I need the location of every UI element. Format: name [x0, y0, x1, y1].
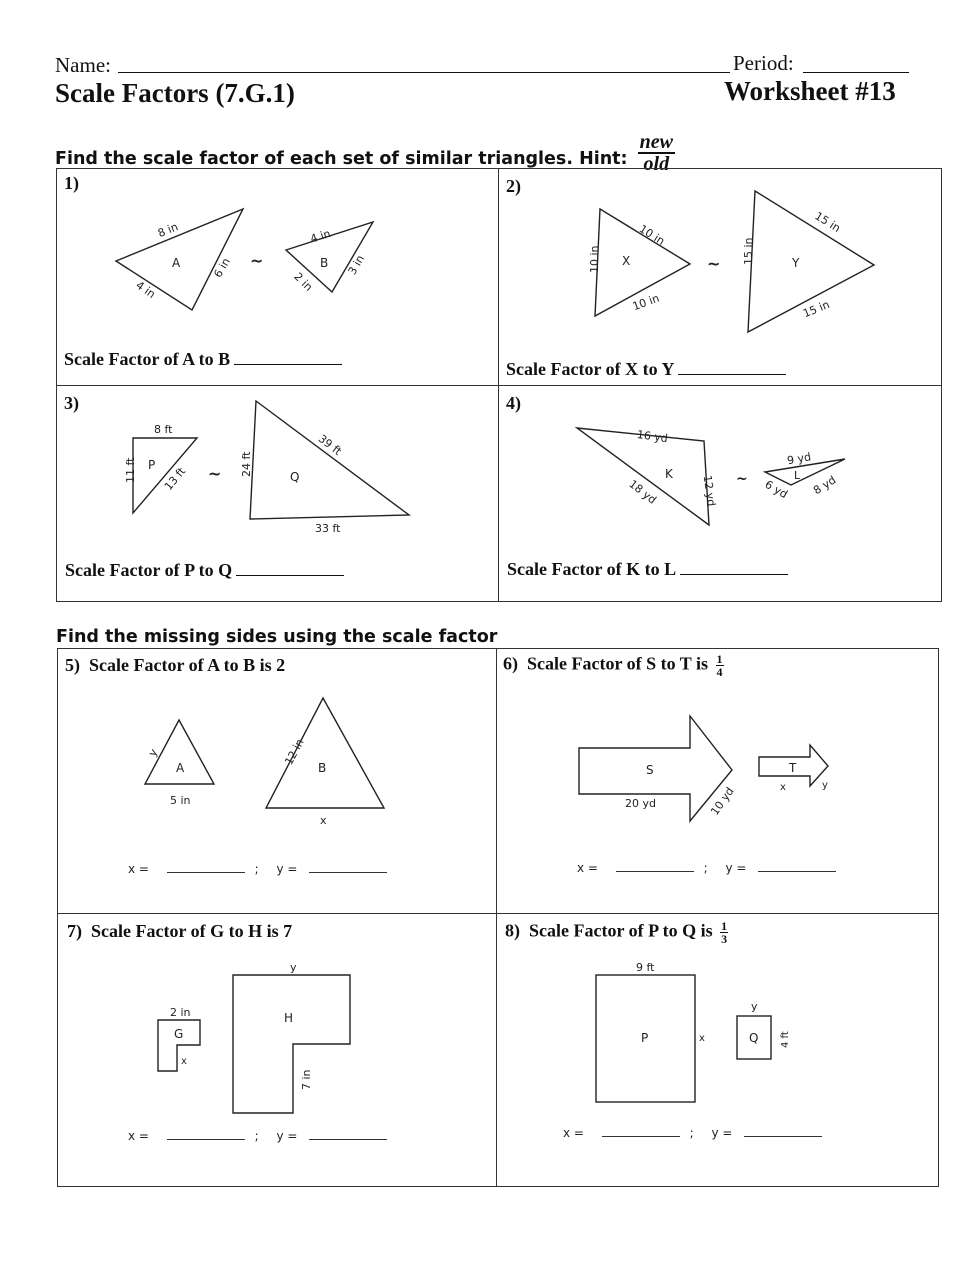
fig4-label-9yd: 9 yd — [786, 450, 812, 468]
problem-3-answer — [65, 560, 344, 581]
fig2-label-y: Y — [792, 256, 800, 270]
fig2-label-10in-b: 10 in — [588, 245, 601, 273]
fig8-label-p: P — [641, 1031, 649, 1045]
fig7-label-g: G — [174, 1027, 184, 1041]
fig5-label-12in: 12 in — [282, 736, 307, 768]
fig4-label-18yd: 18 yd — [626, 477, 659, 507]
fig5-label-5in: 5 in — [170, 794, 191, 807]
worksheet-number: Worksheet #13 — [724, 76, 896, 106]
fig1-similar: ~ — [250, 251, 264, 270]
fig1-label-b: B — [320, 256, 329, 270]
fig6-label-y: y — [822, 780, 828, 791]
problem-1-figure — [100, 200, 390, 320]
triangle-5b — [266, 698, 384, 808]
fig2-label-15in-b: 15 in — [742, 237, 755, 265]
problem-6-number: 6) — [503, 653, 518, 674]
problem-8-y-label: y = — [711, 1126, 733, 1140]
fig7-label-h: H — [284, 1011, 294, 1025]
fig2-label-15in-c: 15 in — [801, 297, 832, 321]
triangle-p — [133, 438, 197, 513]
fig2-similar: ~ — [707, 254, 721, 273]
problem-7-heading — [67, 921, 292, 942]
fig7-label-2in: 2 in — [170, 1006, 191, 1019]
problem-5-y-label: y = — [276, 862, 298, 876]
fig4-label-8yd: 8 yd — [811, 473, 839, 498]
problem-5-figure — [130, 690, 400, 830]
fig3-label-p: P — [148, 458, 156, 472]
fig6-label-10yd: 10 yd — [708, 784, 737, 818]
problem-6-figure — [570, 708, 840, 833]
problem-7-fill — [128, 1129, 387, 1143]
fig3-label-11ft: 11 ft — [124, 457, 137, 483]
problem-4-blank[interactable] — [680, 560, 788, 575]
fig1-label-a: A — [172, 256, 181, 270]
problem-6-y-blank[interactable] — [758, 861, 836, 872]
problem-5-x-blank[interactable] — [167, 862, 245, 873]
fig7-label-y: y — [290, 961, 297, 974]
problem-6-fraction — [716, 653, 724, 678]
problem-2-blank[interactable] — [678, 360, 786, 375]
fig1-label-8in: 8 in — [156, 220, 180, 240]
problem-1-answer-label: Scale Factor of A to B — [64, 349, 231, 369]
problem-7-sep: ; — [254, 1129, 259, 1143]
problem-5-number: 5) — [65, 655, 80, 675]
fig4-label-k: K — [665, 467, 673, 481]
problem-8-fill — [563, 1126, 822, 1140]
hint-denominator: old — [643, 153, 670, 175]
fig6-label-s: S — [646, 763, 654, 777]
problem-8-y-blank[interactable] — [744, 1126, 822, 1137]
fig4-label-12yd: 12 yd — [700, 474, 718, 508]
grid2-horizontal-divider — [57, 913, 939, 914]
problem-8-frac-num: 1 — [721, 919, 728, 933]
fig6-label-t: T — [789, 761, 797, 775]
problem-1-answer — [64, 349, 342, 370]
problem-4-figure — [565, 415, 865, 535]
problem-8-x-blank[interactable] — [602, 1126, 680, 1137]
problem-8-number: 8) — [505, 920, 520, 941]
problem-8-figure — [580, 958, 800, 1108]
fig1-label-4in-b: 4 in — [308, 227, 333, 246]
triangle-q — [250, 401, 409, 519]
fig5-label-a: A — [176, 761, 185, 775]
fig8-label-x: x — [699, 1033, 705, 1044]
problem-6-sep: ; — [703, 861, 708, 875]
fig7-label-7in: 7 in — [300, 1069, 313, 1090]
problem-8-fraction — [720, 920, 728, 945]
fig8-label-y: y — [751, 1000, 758, 1013]
fig3-label-q: Q — [290, 470, 300, 484]
fig4-label-l: L — [794, 469, 801, 482]
fig4-label-6yd: 6 yd — [762, 477, 790, 502]
shape-h — [233, 975, 350, 1113]
problem-3-blank[interactable] — [236, 561, 344, 576]
fig3-similar: ~ — [208, 464, 222, 483]
fig6-label-x: x — [780, 782, 786, 793]
section2-instruction: Find the missing sides using the scale factor — [56, 627, 498, 647]
fig2-label-x: X — [622, 254, 631, 268]
problem-5-fill — [128, 862, 387, 876]
period-line[interactable] — [803, 72, 909, 73]
problem-7-number: 7) — [67, 921, 82, 941]
fig2-label-15in-a: 15 in — [812, 209, 843, 235]
name-line[interactable] — [118, 72, 730, 73]
problem-8-frac-den: 3 — [721, 932, 728, 946]
fig3-label-39ft: 39 ft — [315, 432, 344, 459]
problem-6-frac-den: 4 — [716, 665, 723, 679]
problem-6-text: Scale Factor of S to T is — [527, 653, 708, 674]
fig7-label-x: x — [181, 1056, 187, 1067]
problem-6-x-blank[interactable] — [616, 861, 694, 872]
fig1-label-3in: 3 in — [345, 252, 368, 278]
fig4-similar: ~ — [736, 471, 748, 487]
fig2-label-10in-a: 10 in — [636, 222, 667, 248]
problem-7-text: Scale Factor of G to H is 7 — [91, 921, 293, 941]
problem-4-answer — [507, 559, 788, 580]
problem-2-answer-label: Scale Factor of X to Y — [506, 359, 675, 379]
fig4-label-16yd: 16 yd — [636, 427, 669, 446]
problem-6-fill — [577, 861, 836, 875]
problem-5-text: Scale Factor of A to B is 2 — [89, 655, 286, 675]
problem-8-heading — [505, 920, 728, 945]
problem-6-frac-num: 1 — [716, 652, 723, 666]
fig8-label-4ft: 4 ft — [780, 1031, 791, 1048]
problem-7-y-label: y = — [276, 1129, 298, 1143]
problem-5-x-label: x = — [128, 862, 149, 876]
hint-numerator: new — [639, 131, 673, 153]
grid2-vertical-divider — [496, 648, 497, 1186]
fig2-label-10in-c: 10 in — [630, 291, 662, 314]
problem-8-text: Scale Factor of P to Q is — [529, 920, 713, 941]
problem-1-number: 1) — [64, 173, 79, 193]
fig1-label-2in: 2 in — [291, 270, 316, 294]
problem-1-blank[interactable] — [234, 350, 342, 365]
instruction-text: Find the scale factor of each set of similar triangles. Hint: — [55, 149, 628, 169]
problem-7-y-blank[interactable] — [309, 1129, 387, 1140]
problem-5-y-blank[interactable] — [309, 862, 387, 873]
triangle-k — [577, 428, 709, 525]
fig3-label-8ft: 8 ft — [154, 423, 173, 436]
problem-2-answer — [506, 359, 786, 380]
fig8-label-q: Q — [749, 1031, 759, 1045]
problem-8-sep: ; — [689, 1126, 694, 1140]
problem-8-x-label: x = — [563, 1126, 584, 1140]
problem-5-heading — [65, 655, 285, 676]
period-label: Period: — [733, 51, 794, 75]
problem-4-number: 4) — [506, 393, 521, 413]
problem-3-answer-label: Scale Factor of P to Q — [65, 560, 233, 580]
problem-3-figure — [110, 395, 420, 540]
problem-2-figure — [570, 185, 890, 340]
problem-6-heading — [503, 653, 724, 678]
fig3-label-24ft: 24 ft — [240, 451, 253, 477]
fig5-label-y: y — [145, 746, 161, 759]
problem-6-y-label: y = — [725, 861, 747, 875]
problem-3-number: 3) — [64, 393, 79, 413]
problem-7-figure — [150, 958, 370, 1118]
problem-5-sep: ; — [254, 862, 259, 876]
grid1-horizontal-divider — [56, 385, 942, 386]
problem-6-x-label: x = — [577, 861, 598, 875]
fig5-label-x: x — [320, 814, 327, 827]
problem-7-x-blank[interactable] — [167, 1129, 245, 1140]
name-label: Name: — [55, 53, 111, 77]
fig1-label-6in: 6 in — [211, 255, 233, 280]
problem-7-x-label: x = — [128, 1129, 149, 1143]
fig6-label-20yd: 20 yd — [625, 797, 656, 810]
fig5-label-b: B — [318, 761, 327, 775]
problem-4-answer-label: Scale Factor of K to L — [507, 559, 677, 579]
fig3-label-13ft: 13 ft — [161, 465, 189, 493]
fig1-label-4in: 4 in — [133, 278, 158, 301]
page-title: Scale Factors (7.G.1) — [55, 78, 295, 108]
problem-2-number: 2) — [506, 176, 521, 196]
fig3-label-33ft: 33 ft — [315, 522, 341, 535]
fig8-label-9ft: 9 ft — [636, 961, 655, 974]
